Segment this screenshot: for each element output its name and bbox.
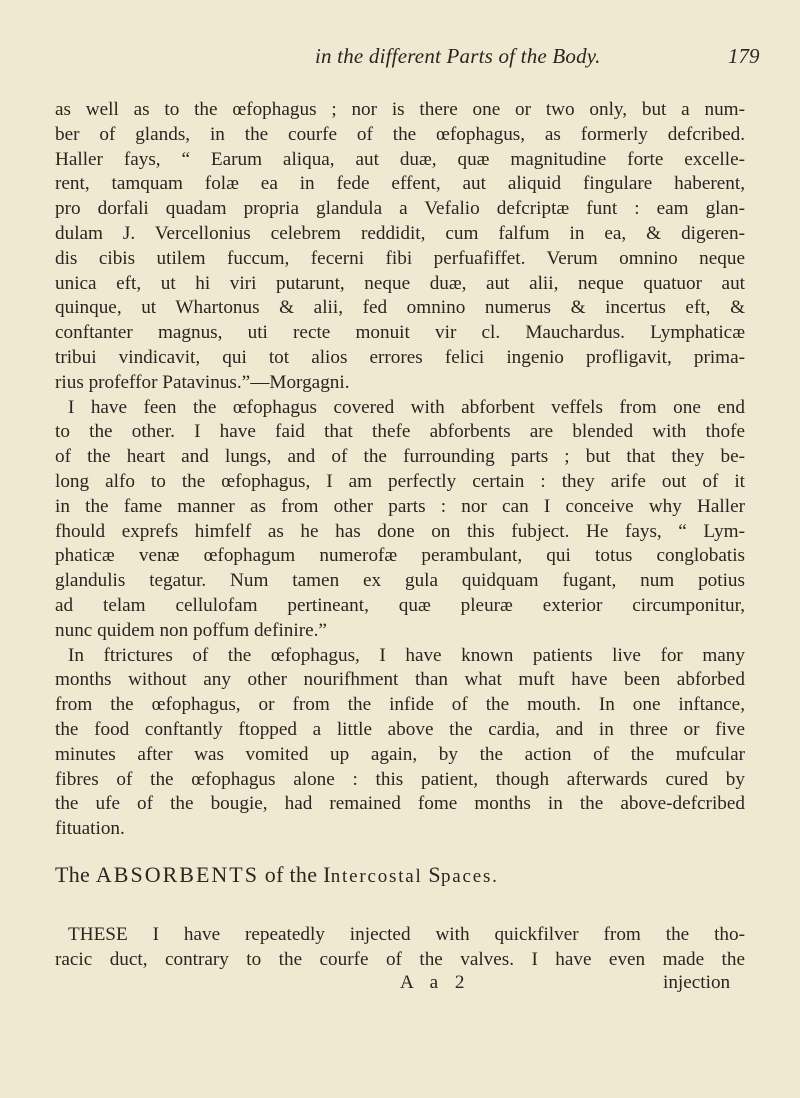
text-line: the ufe of the bougie, had remained fome months in the above-defcribed	[55, 793, 745, 815]
text-line: I have feen the œfophagus covered with abforbent veffels from one end	[68, 396, 745, 418]
heading-middle: of the	[264, 862, 318, 887]
heading-tail-spaces: paces.	[440, 866, 499, 887]
text-line: pro dorfali quadam propria glandula a Vefalio defcriptæ funt : eam glan-	[55, 198, 745, 220]
body-text	[55, 98, 745, 842]
text-line: fhould exprefs himfelf as he has done on this fubject. He fays, “ Lym-	[55, 520, 745, 542]
text-line: tribui vindicavit, qui tot alios errores felici ingenio profligavit, prima-	[55, 346, 745, 368]
signature-mark: A a 2	[400, 972, 471, 993]
heading-tail	[323, 862, 499, 887]
catchword: injection	[663, 972, 731, 993]
text-line: rent, tamquam folæ ea in fede effent, aut aliquid fingulare haberent,	[55, 173, 745, 195]
page-header	[0, 40, 800, 80]
text-line: rius profeffor Patavinus.”—Morgagni.	[55, 371, 350, 393]
section-heading	[55, 862, 755, 888]
text-line: In ftrictures of the œfophagus, I have known patients live for many	[68, 644, 745, 666]
text-line: ad telam cellulofam pertineant, quæ pleuræ exterior circumponitur,	[55, 594, 745, 616]
page-number: 179	[728, 44, 760, 68]
text-line: in the fame manner as from other parts : nor can I conceive why Haller	[55, 495, 745, 517]
text-line: of the heart and lungs, and of the furrounding parts ; but that they be-	[55, 446, 745, 468]
text-line: phaticæ venæ œfophagum numerofæ perambulant, qui totus conglobatis	[55, 545, 745, 567]
page-footer	[0, 972, 800, 998]
heading-main: ABSORBENTS	[95, 862, 259, 887]
text-line: fibres of the œfophagus alone : this patient, though afterwards cured by	[55, 768, 745, 790]
text-line: to the other. I have faid that thefe abforbents are blended with thofe	[55, 421, 745, 443]
text-line: conftanter magnus, uti recte monuit vir cl. Mauchardus. Lymphaticæ	[55, 322, 745, 344]
text-line: unica eft, ut hi viri putarunt, neque duæ, aut alii, neque quatuor aut	[55, 272, 745, 294]
text-line: Haller fays, “ Earum aliqua, aut duæ, quæ magnitudine forte excelle-	[55, 148, 745, 170]
text-line: dis cibis utilem fuccum, fecerni fibi perfuafiffet. Verum omnino neque	[55, 247, 745, 269]
text-line: as well as to the œfophagus ; nor is there one or two only, but a num-	[55, 99, 745, 120]
text-line: dulam J. Vercellonius celebrem reddidit, cum falfum in ea, & digeren-	[55, 222, 745, 244]
text-line: glandulis tegatur. Num tamen ex gula quidquam fugant, num potius	[55, 570, 745, 592]
section-paragraph	[55, 923, 745, 973]
text-line: minutes after was vomited up again, by the action of the mufcular	[55, 743, 745, 765]
text-line: from the œfophagus, or from the infide of the mouth. In one inftance,	[55, 694, 745, 716]
text-line: the food conftantly ftopped a little above the cardia, and in three or five	[55, 718, 745, 740]
text-line: THESE I have repeatedly injected with quickfilver from the tho-	[68, 924, 745, 945]
text-line: nunc quidem non poffum definire.”	[55, 619, 327, 641]
text-line: months without any other nourifhment than what muft have been abforbed	[55, 669, 745, 691]
text-line: quinque, ut Whartonus & alii, fed omnino numerus & incertus eft, &	[55, 297, 745, 319]
heading-tail-intercostal: ntercostal	[330, 866, 423, 887]
text-line: fituation.	[55, 818, 125, 840]
heading-tail-initial-s: S	[428, 862, 441, 887]
heading-tail-initial-i: I	[323, 862, 331, 887]
text-line: ber of glands, in the courfe of the œfophagus, as formerly defcribed.	[55, 123, 745, 145]
heading-prefix: The	[55, 862, 91, 887]
running-head: in the different Parts of the Body.	[315, 44, 601, 68]
text-line: racic duct, contrary to the courfe of the valves. I have even made the	[55, 948, 745, 970]
text-line: long alfo to the œfophagus, I am perfectly certain : they arife out of it	[55, 470, 745, 492]
